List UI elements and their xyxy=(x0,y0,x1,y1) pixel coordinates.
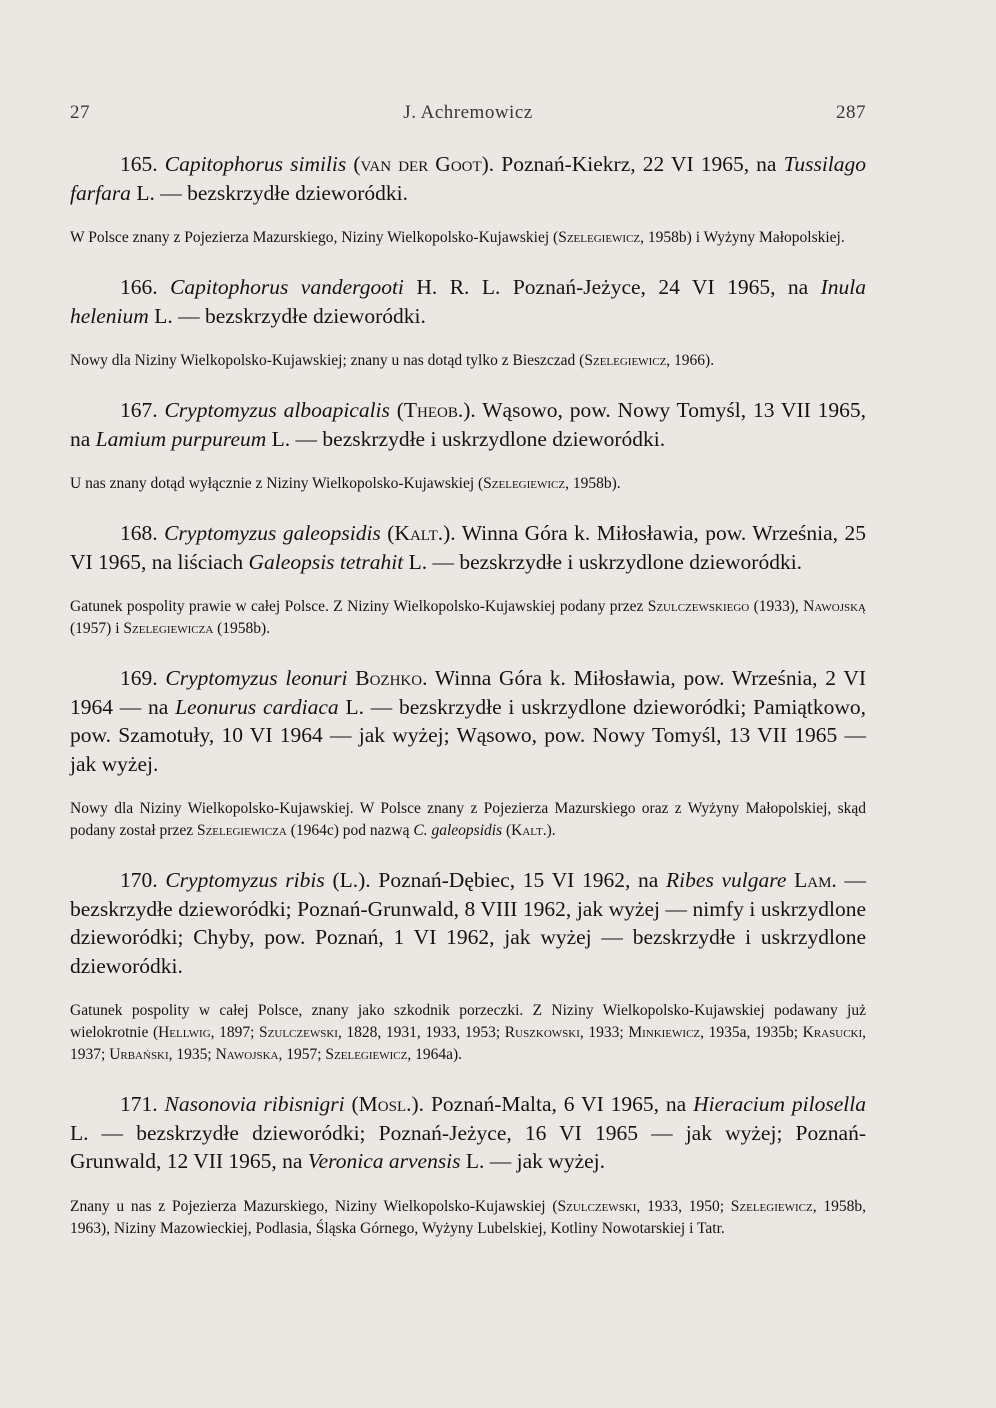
page-number: 287 xyxy=(836,102,866,123)
note-170 xyxy=(70,1000,866,1066)
note-text: Nowy dla Niziny Wielkopolsko-Kujawskiej; znany u nas dotąd tylko z Bieszczad ( xyxy=(70,352,585,369)
cited-author: Urbański xyxy=(109,1046,169,1063)
entry-text: Poznań-Kiekrz, 22 VI 1965, na xyxy=(494,152,784,176)
note-text: (1933), xyxy=(749,598,804,615)
species-name: Capitophorus similis xyxy=(164,152,347,176)
note-168 xyxy=(70,596,866,640)
note-text: , 1957; xyxy=(278,1046,326,1063)
species-name: C. galeopsidis xyxy=(413,822,503,839)
entry-text: Poznań-Malta, 6 VI 1965, na xyxy=(424,1092,694,1116)
entry-165 xyxy=(70,150,866,207)
species-name: Cryptomyzus ribis xyxy=(165,868,325,892)
note-169 xyxy=(70,798,866,842)
note-text: U nas znany dotąd wyłącznie z Niziny Wielkopolsko-Kujawskiej ( xyxy=(70,475,484,492)
entry-168 xyxy=(70,519,866,576)
host-author: Lam. xyxy=(794,868,837,892)
cited-author: Szulczewskiego xyxy=(647,598,750,615)
species-name: Capitophorus vandergooti xyxy=(170,275,404,299)
note-167 xyxy=(70,473,866,495)
note-text: , 1966). xyxy=(666,352,715,369)
cited-author: Minkiewicz xyxy=(628,1024,701,1041)
document-body xyxy=(70,150,866,1264)
host-plant: Tussilago farfara xyxy=(70,152,867,205)
page-section-number: 27 xyxy=(70,102,90,123)
entry-text: Wąsowo, pow. Nowy Tomyśl, 13 VII 1965, na xyxy=(70,398,866,451)
species-name: Cryptomyzus leonuri xyxy=(165,666,348,690)
note-text: (1958b). xyxy=(213,620,271,637)
species-author: (L.). xyxy=(332,868,371,892)
entry-number: 171. xyxy=(120,1092,158,1116)
note-165 xyxy=(70,227,866,249)
entry-text: Poznań-Jeżyce, 24 VI 1965, na xyxy=(500,275,821,299)
note-text: , 1958b, 1963), Niziny Mazowieckiej, Podlasia, Śląska Górnego, Wyżyny Lubelskiej, Kotliny Nowotarskiej i Tatr. xyxy=(70,1197,866,1237)
cited-author: Szulczewski xyxy=(259,1024,338,1041)
note-text: , 1935; xyxy=(168,1046,216,1063)
species-author: (van der Goot). xyxy=(353,152,495,176)
entry-text: Poznań-Dębiec, 15 VI 1962, na xyxy=(370,868,667,892)
species-author: (Theob.). xyxy=(396,398,476,422)
note-text: , 1933, 1950; xyxy=(636,1197,731,1215)
host-plant: Galeopsis tetrahit xyxy=(248,549,404,574)
species-name: Nasonovia ribisnigri xyxy=(164,1092,345,1116)
note-text: , 1933; xyxy=(579,1024,629,1041)
entry-number: 170. xyxy=(120,868,158,892)
host-plant: Ribes vulgare xyxy=(666,868,787,892)
note-text: , 1937; xyxy=(70,1024,867,1063)
note-166 xyxy=(70,350,866,372)
entry-number: 169. xyxy=(120,666,158,690)
note-text: Nowy dla Niziny Wielkopolsko-Kujawskiej. W Polsce znany z Pojezierza Mazurskiego oraz z Wyżyny Małopolskiej, skąd podany został przez xyxy=(70,800,866,839)
entry-number: 165. xyxy=(120,152,158,176)
entry-167 xyxy=(70,396,866,453)
species-author: (Kalt.). xyxy=(387,521,456,545)
note-text: , 1897; xyxy=(210,1024,260,1041)
note-text: , 1958b) i Wyżyny Małopolskiej. xyxy=(640,229,845,246)
entry-text: L. — bezskrzydłe dzieworódki; Poznań-Jeżyce, 16 VI 1965 — jak wyżej; Poznań-Grunwald, 12 VII 1965, na xyxy=(70,1120,866,1173)
note-text: (1964c) pod nazwą xyxy=(286,822,414,839)
entry-169 xyxy=(70,664,866,778)
entry-text: L. — bezskrzydłe dzieworódki. xyxy=(130,180,408,205)
cited-author: Ruszkowski xyxy=(504,1024,580,1041)
note-text: (1957) i xyxy=(70,620,124,637)
entry-text: L. — bezskrzydłe i uskrzydlone dzieworódki. xyxy=(266,426,666,451)
cited-author: Szelegiewicz xyxy=(584,352,667,369)
note-text: ( xyxy=(502,822,512,839)
note-text: W Polsce znany z Pojezierza Mazurskiego, Niziny Wielkopolsko-Kujawskiej ( xyxy=(70,229,559,246)
host-plant: Inula helenium xyxy=(70,275,867,328)
note-171 xyxy=(70,1196,866,1240)
entry-171 xyxy=(70,1090,866,1176)
cited-author: Kalt xyxy=(511,822,543,839)
species-author: H. R. L. xyxy=(416,275,501,299)
entry-number: 167. xyxy=(120,398,158,422)
host-plant: Leonurus cardiaca xyxy=(175,694,339,719)
species-author: Bozhko. xyxy=(355,666,428,690)
cited-author: Krasucki xyxy=(802,1024,863,1041)
entry-text: Winna Góra k. Miłosławia, pow. Września, 2 VI 1964 — na xyxy=(70,666,867,719)
host-plant: Lamium purpureum xyxy=(95,426,267,451)
entry-166 xyxy=(70,273,866,330)
cited-author: Szelegiewicz xyxy=(325,1046,408,1063)
entry-number: 168. xyxy=(120,521,158,545)
note-text: , 1935a, 1935b; xyxy=(700,1024,803,1041)
running-author: J. Achremowicz xyxy=(403,102,533,123)
entry-text: — bezskrzydłe dzieworódki; Poznań-Grunwald, 8 VIII 1962, jak wyżej — nimfy i uskrzydlone dzieworódki; Chyby, pow. Poznań, 1 VI 1962, jak wyżej — bezskrzydłe i uskrzydlone dzieworódki. xyxy=(70,868,866,978)
entry-text: Winna Góra k. Miłosławia, pow. Września, 25 VI 1965, na liściach xyxy=(70,521,866,574)
note-text: , 1964a). xyxy=(407,1046,463,1063)
entry-text: L. — jak wyżej. xyxy=(460,1149,606,1173)
entry-text: L. — bezskrzydłe dzieworódki. xyxy=(148,303,426,328)
host-plant: Veronica arvensis xyxy=(307,1149,461,1173)
cited-author: Nawojska xyxy=(215,1046,279,1063)
note-text: Gatunek pospolity w całej Polsce, znany jako szkodnik porzeczki. Z Niziny Wielkopolsko-Kujawskiej podawany już wielokrotnie ( xyxy=(70,1002,866,1041)
note-text: Znany u nas z Pojezierza Mazurskiego, Niziny Wielkopolsko-Kujawskiej ( xyxy=(70,1197,558,1215)
entry-text: L. — bezskrzydłe i uskrzydlone dzieworódki. xyxy=(403,549,803,574)
cited-author: Szelegiewicz xyxy=(558,229,641,246)
species-author: (Mosl.). xyxy=(351,1092,425,1116)
entry-170 xyxy=(70,866,866,980)
entry-text: L. — bezskrzydłe i uskrzydlone dzieworódki; Pamiątkowo, pow. Szamotuły, 10 VI 1964 — jak wyżej; Wąsowo, pow. Nowy Tomyśl, 13 VII 1965 — jak wyżej. xyxy=(70,694,867,776)
entry-number: 166. xyxy=(120,275,158,299)
cited-author: Szulczewski xyxy=(557,1197,637,1215)
entry-text xyxy=(786,868,794,892)
cited-author: Szelegiewicza xyxy=(123,620,214,637)
species-name: Cryptomyzus alboapicalis xyxy=(164,398,390,422)
note-text: Gatunek pospolity prawie w całej Polsce. Z Niziny Wielkopolsko-Kujawskiej podany przez xyxy=(70,598,648,615)
cited-author: Szelegiewicza xyxy=(196,822,287,839)
note-text: , 1958b). xyxy=(565,475,621,492)
species-name: Cryptomyzus galeopsidis xyxy=(164,521,381,545)
cited-author: Hellwig xyxy=(158,1024,211,1041)
cited-author: Szelegiewicz xyxy=(730,1197,813,1215)
note-text: .). xyxy=(542,822,556,839)
note-text: , 1828, 1931, 1933, 1953; xyxy=(337,1024,505,1041)
host-plant: Hieracium pilosella xyxy=(693,1092,866,1116)
cited-author: Nawojską xyxy=(803,598,866,615)
cited-author: Szelegiewicz xyxy=(483,475,566,492)
